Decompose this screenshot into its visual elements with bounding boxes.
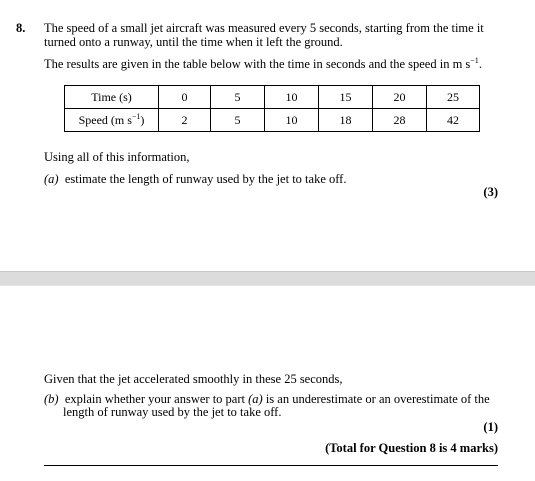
question-stem-line2: turned onto a runway, until the time when it left the ground. bbox=[44, 35, 343, 49]
time-cell: 10 bbox=[265, 86, 319, 109]
speed-time-table bbox=[64, 85, 480, 132]
time-cell: 0 bbox=[159, 86, 211, 109]
question-stem-line1: The speed of a small jet aircraft was measured every 5 seconds, starting from the time it bbox=[44, 21, 484, 35]
bottom-rule bbox=[44, 465, 498, 466]
speed-cell: 5 bbox=[211, 109, 265, 132]
time-row-header: Time (s) bbox=[65, 86, 159, 109]
part-b-given: Given that the jet accelerated smoothly in these 25 seconds, bbox=[44, 372, 343, 386]
results-end: . bbox=[478, 57, 482, 71]
page-divider-band bbox=[0, 271, 535, 286]
part-b-marks: (1) bbox=[483, 420, 498, 434]
speed-row-header bbox=[65, 109, 159, 132]
part-a-text: estimate the length of runway used by the jet to take off. bbox=[64, 172, 347, 186]
part-b-text-start: explain whether your answer to part bbox=[64, 392, 245, 406]
results-text: The results are given in the table below with the time in seconds and the speed in m s bbox=[44, 57, 471, 71]
part-b-label: (b) bbox=[44, 392, 59, 406]
part-b-question-line2: length of runway used by the jet to take off. bbox=[63, 405, 282, 419]
results-unit-exponent: −1 bbox=[470, 56, 479, 65]
part-a-intro: Using all of this information, bbox=[44, 150, 190, 164]
speed-cell: 2 bbox=[159, 109, 211, 132]
speed-cell: 42 bbox=[427, 109, 480, 132]
speed-row bbox=[65, 109, 480, 132]
speed-label-post: ) bbox=[140, 112, 145, 127]
part-b-text-end: is an underestimate or an overestimate of the bbox=[265, 392, 490, 406]
speed-cell: 18 bbox=[319, 109, 373, 132]
total-marks: (Total for Question 8 is 4 marks) bbox=[325, 441, 498, 455]
part-a-label: (a) bbox=[44, 172, 59, 186]
speed-cell: 10 bbox=[265, 109, 319, 132]
part-a-question bbox=[44, 172, 346, 187]
speed-cell: 28 bbox=[373, 109, 427, 132]
question-number: 8. bbox=[16, 21, 26, 35]
time-row bbox=[65, 86, 480, 109]
part-a-marks: (3) bbox=[483, 185, 498, 199]
time-cell: 25 bbox=[427, 86, 480, 109]
speed-label-exponent: −1 bbox=[131, 111, 141, 121]
speed-label-pre: Speed (m s bbox=[78, 112, 132, 127]
time-cell: 5 bbox=[211, 86, 265, 109]
part-b-part-reference: (a) bbox=[248, 392, 263, 406]
time-cell: 20 bbox=[373, 86, 427, 109]
results-description bbox=[44, 57, 482, 72]
time-cell: 15 bbox=[319, 86, 373, 109]
